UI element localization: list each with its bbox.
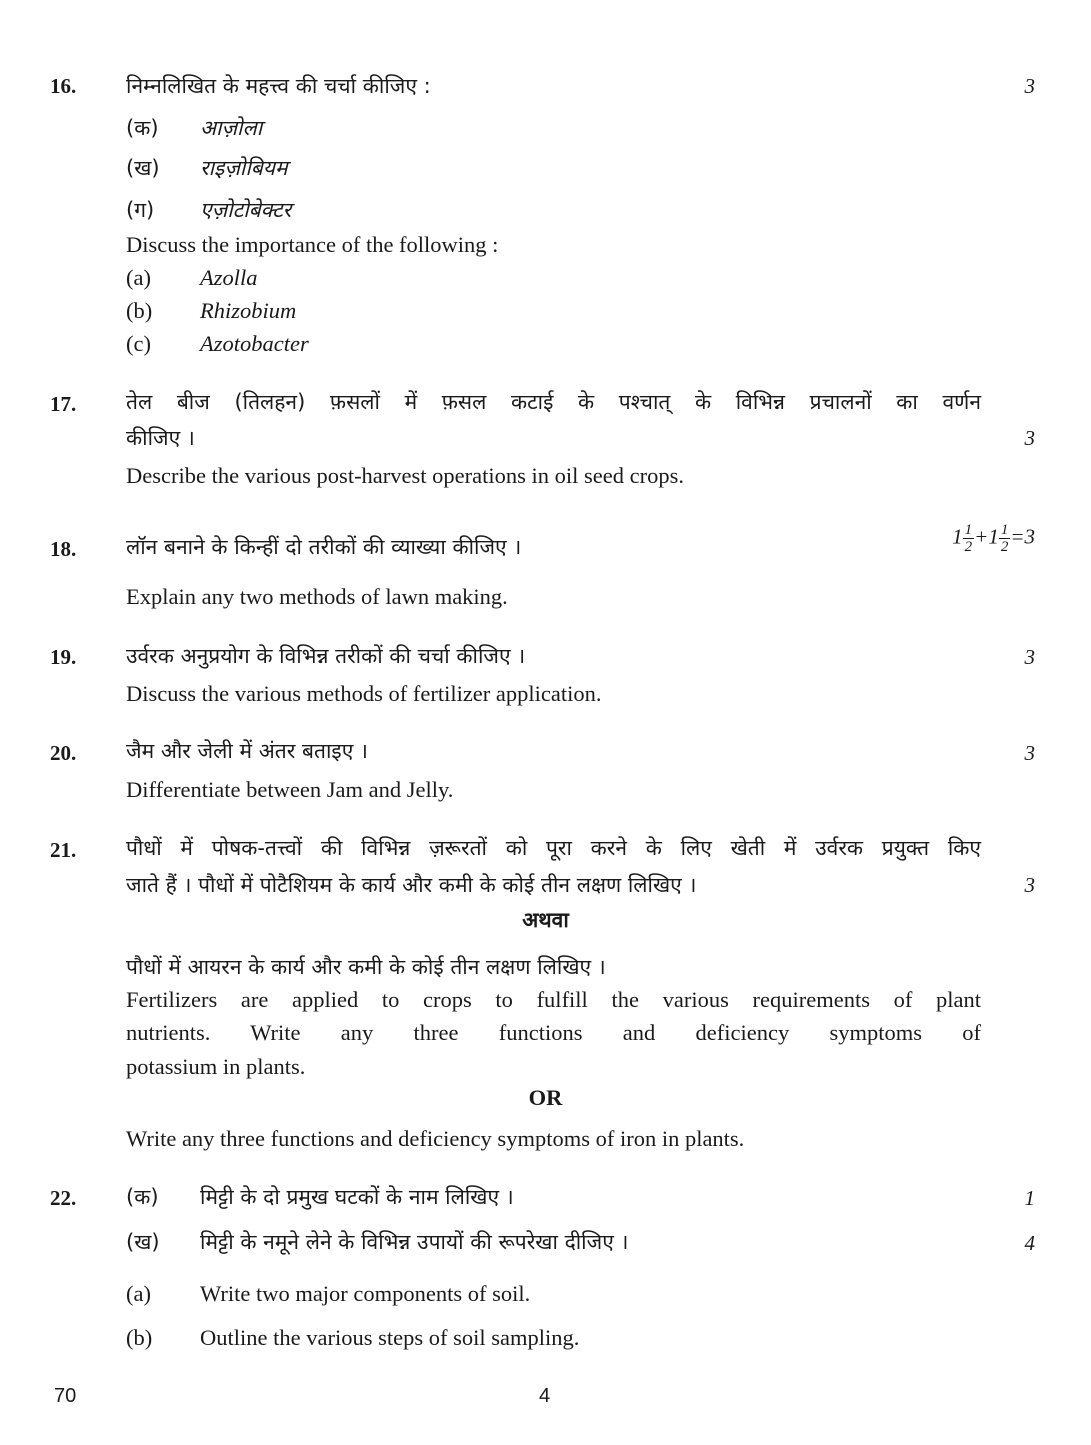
subpart-english (126, 1325, 579, 1351)
marks-plus: + (974, 524, 989, 549)
subpart-text: Outline the various steps of soil sampling. (200, 1325, 580, 1350)
marks-whole: 1 (952, 524, 963, 549)
subpart-text: मिट्टी के नमूने लेने के विभिन्न उपायों की रूपरेखा दीजिए । (200, 1230, 629, 1254)
or-divider-english: OR (528, 1085, 563, 1110)
question-number: 19. (50, 645, 77, 669)
question-text-english: Differentiate between Jam and Jelly. (126, 777, 454, 802)
subpart-english (126, 1281, 530, 1307)
option-label: (c) (126, 331, 151, 356)
question-text-english: nutrients. Write any three functions and deficiency symptoms of (126, 1020, 981, 1045)
question-text-english: Describe the various post-harvest operations in oil seed crops. (126, 463, 684, 488)
question-text-english: Fertilizers are applied to crops to fulfill the various requirements of plant (126, 987, 981, 1012)
fraction-numerator: 1 (964, 522, 973, 538)
marks: 3 (1024, 426, 1035, 450)
question-number: 16. (50, 74, 77, 98)
question-text-english: potassium in plants. (126, 1054, 306, 1079)
option-text: आज़ोला (200, 116, 263, 140)
question-number: 20. (50, 741, 77, 765)
option-label: (क) (126, 116, 159, 140)
question-text-hindi: कीजिए । (126, 426, 195, 450)
marks: 3 (1024, 741, 1035, 765)
marks-total: =3 (1010, 524, 1035, 549)
subpart-hindi (126, 1183, 514, 1211)
subpart-label: (क) (126, 1185, 159, 1209)
page-number: 4 (539, 1385, 551, 1407)
question-alt-text-hindi: पौधों में आयरन के कार्य और कमी के कोई तीन लक्षण लिखिए । (126, 955, 606, 979)
question-text-english: Discuss the importance of the following : (126, 232, 499, 257)
option-text: Azotobacter (200, 331, 309, 356)
subpart-label: (a) (126, 1281, 151, 1306)
option-label: (a) (126, 265, 151, 290)
or-divider-hindi: अथवा (522, 908, 569, 932)
option-hindi (126, 196, 291, 224)
option-text: Rhizobium (200, 298, 297, 323)
question-text-hindi: लॉन बनाने के किन्हीं दो तरीकों की व्याख्या कीजिए । (126, 535, 522, 559)
marks: 4 (1024, 1231, 1035, 1255)
marks (952, 522, 1035, 555)
marks: 3 (1024, 645, 1035, 669)
subpart-text: Write two major components of soil. (200, 1281, 531, 1306)
question-text-hindi: जाते हैं । पौधों में पोटैशियम के कार्य और कमी के कोई तीन लक्षण लिखिए । (126, 873, 697, 897)
option-hindi (126, 154, 288, 182)
subpart-text: मिट्टी के दो प्रमुख घटकों के नाम लिखिए । (200, 1185, 514, 1209)
question-number: 17. (50, 392, 77, 416)
marks: 3 (1024, 873, 1035, 897)
question-text-hindi: पौधों में पोषक-तत्त्वों की विभिन्न ज़रूरतों को पूरा करने के लिए खेती में उर्वरक प्रयुक्त किए (126, 836, 981, 860)
fraction-denominator: 2 (1000, 539, 1009, 555)
option-english (126, 331, 309, 357)
question-number: 21. (50, 838, 77, 862)
option-label: (ख) (126, 156, 160, 180)
question-text-hindi: निम्नलिखित के महत्त्व की चर्चा कीजिए : (126, 74, 431, 98)
marks-fraction (999, 522, 1011, 555)
fraction-numerator: 1 (1000, 522, 1009, 538)
question-text-hindi: उर्वरक अनुप्रयोग के विभिन्न तरीकों की चर्चा कीजिए । (126, 644, 526, 668)
paper-code: 70 (54, 1385, 77, 1407)
question-number: 22. (50, 1186, 77, 1210)
option-hindi (126, 114, 262, 142)
option-label: (ग) (126, 198, 155, 222)
option-text: राइज़ोबियम (200, 156, 288, 180)
subpart-label: (b) (126, 1325, 153, 1350)
question-alt-text-english: Write any three functions and deficiency symptoms of iron in plants. (126, 1126, 745, 1151)
question-text-hindi: जैम और जेली में अंतर बताइए । (126, 739, 368, 763)
marks: 1 (1024, 1186, 1035, 1210)
option-english (126, 298, 296, 324)
marks: 3 (1024, 74, 1035, 98)
option-english (126, 265, 258, 291)
fraction-denominator: 2 (964, 539, 973, 555)
option-text: एज़ोटोबेक्टर (200, 198, 292, 222)
question-text-english: Discuss the various methods of fertilizer application. (126, 681, 602, 706)
option-text: Azolla (200, 265, 258, 290)
marks-whole: 1 (988, 524, 999, 549)
marks-fraction (963, 522, 975, 555)
option-label: (b) (126, 298, 153, 323)
question-number: 18. (50, 537, 77, 561)
question-text-english: Explain any two methods of lawn making. (126, 584, 508, 609)
subpart-hindi (126, 1228, 628, 1256)
subpart-label: (ख) (126, 1230, 160, 1254)
question-text-hindi: तेल बीज (तिलहन) फ़सलों में फ़सल कटाई के पश्चात् के विभिन्न प्रचालनों का वर्णन (126, 390, 981, 414)
